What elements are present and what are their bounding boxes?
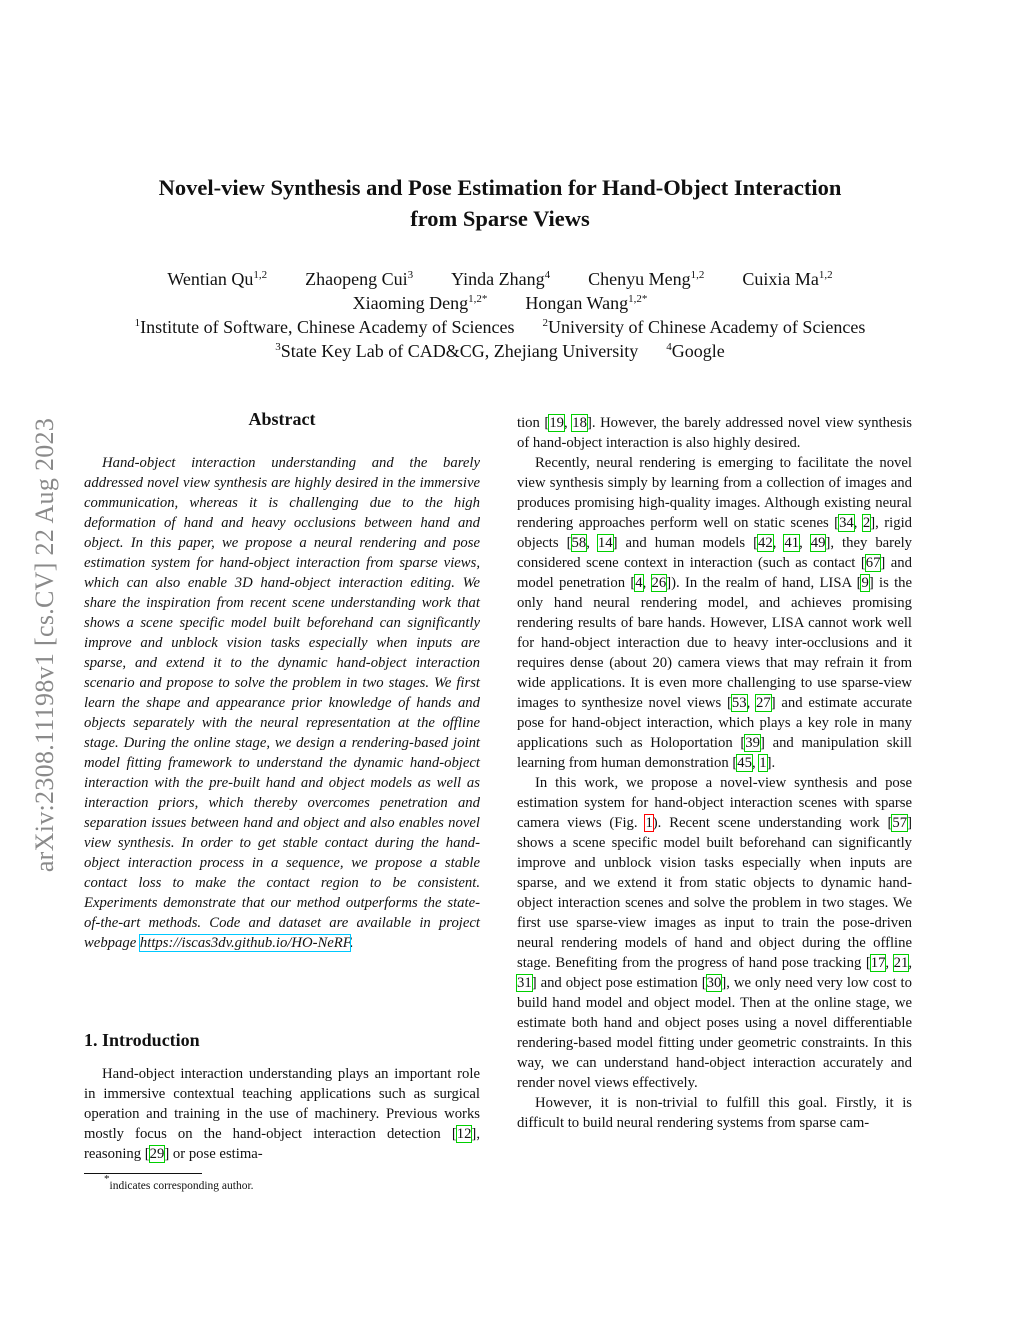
affiliation: Institute of Software, Chinese Academy of Sciences	[140, 317, 515, 337]
author-affiliation-mark: 1,2	[253, 269, 268, 281]
abstract-text: Hand-object interaction understanding and the barely addressed novel view synthesis are highly desired in the immersive communication, whereas it is challenging due to the high deformation of hand and heavy occlusions between hand and object. In this paper, we propose a neural rendering and pose estimation system for hand-object interaction from sparse views, which can also enable 3D hand-object interaction editing. We share the inspiration from recent scene understanding work that shows a scene specific model built beforehand can significantly improve and unblock vision tasks especially when inputs are sparse, and extend it to the dynamic hand-object interaction scenario and propose to solve the problem in two stages. We first learn the shape and appearance prior knowledge of hands and objects separately with the neural representation at the offline stage. During the online stage, we design a rendering-based joint model fitting framework to understand the dynamic hand-object interaction with the pre-built hand and object models as well as interaction priors, which thereby overcomes penetration and separation issues between hand and object and also enables novel view synthesis. In order to get stable contact during the hand-object interaction process in a sequence, we propose a stable contact loss to make the contact region to be consistent. Experiments demonstrate that our method outperforms the state-of-the-art methods. Code and dataset are available in project webpage	[84, 455, 480, 951]
author-name: Wentian Qu	[167, 269, 254, 289]
text: ] and object pose estimation [	[531, 975, 707, 991]
introduction-paragraph	[84, 1064, 480, 1164]
affiliation-row-1	[80, 315, 920, 339]
text: However, it is non-trivial to fulfill this goal. Firstly, it is difficult to build neural rendering systems from sparse cam-	[517, 1095, 912, 1131]
citation-link[interactable]: 67	[865, 555, 881, 571]
text: ].	[766, 755, 776, 771]
paragraph	[517, 1093, 912, 1133]
citation-link[interactable]: 57	[892, 815, 908, 831]
footnote-mark: *	[104, 1173, 110, 1185]
text: ). Recent scene understanding work [	[652, 815, 893, 831]
author-name: Xiaoming Deng	[352, 293, 469, 313]
right-column	[517, 413, 912, 1133]
text: ], we only need very low cost to build hand model and object model. Then at the online stage, we estimate both hand and object poses using a novel differentiable rendering-based model fitting under geometric constraints. In this way, we can understand hand-object interaction accurately and render novel views effectively.	[517, 975, 912, 1091]
citation-link[interactable]: 30	[706, 975, 722, 991]
citation-link[interactable]: 41	[784, 535, 800, 551]
author-row-2	[80, 291, 920, 315]
author-row-1	[80, 267, 920, 291]
affiliation: Google	[671, 341, 725, 361]
author-name: Yinda Zhang	[451, 269, 545, 289]
text: ], they barely considered scene context in interaction (such as contact [	[517, 535, 913, 571]
affiliation-mark: 4	[666, 341, 672, 353]
citation-link[interactable]: 18	[572, 415, 587, 431]
author-affiliation-mark: 4	[544, 269, 551, 281]
footnote-text: indicates corresponding author.	[109, 1180, 254, 1192]
citation-link[interactable]: 21	[893, 955, 909, 971]
project-webpage-link[interactable]: https://iscas3dv.github.io/HO-NeRF	[139, 935, 350, 951]
text: ] is the only hand neural rendering model, and achieves promising rendering results of bare hands. However, LISA cannot work well for hand-object interaction due to heavy inter-occlusions and it requires dense (about 20) camera views that may refrain it from wide applications. It is even more challenging to use sparse-view images to synthesize novel views [	[517, 575, 913, 711]
footnote-rule	[84, 1173, 202, 1174]
title-line-2: from Sparse Views	[410, 206, 590, 231]
affiliation: State Key Lab of CAD&CG, Zhejiang University	[280, 341, 639, 361]
affiliation-row-2	[80, 339, 920, 363]
citation-link[interactable]: 4	[635, 575, 643, 591]
affiliation-mark: 1	[134, 317, 141, 329]
affiliation: University of Chinese Academy of Sciences	[547, 317, 866, 337]
arxiv-id: arXiv:2308.11198v1 [cs.CV] 22 Aug 2023	[30, 417, 59, 873]
figure-reference-link[interactable]: 1	[645, 815, 653, 831]
citation-link[interactable]: 49	[810, 535, 826, 551]
paragraph: In this work, we propose a novel-view synthesis and pose estimation system for hand-object interaction scenes with sparse camera views (Fig. 1). Recent scene understanding work [57] shows a scene specific model built beforehand can significantly improve and unblock vision tasks especially when inputs are sparse, and we extend it from static objects to dynamic hand-object interaction scenes and solve the problem in two stages. We first use sparse-view images as input to train the pose-driven neural rendering models of hand and object during the offline stage. Benefiting from the progress of hand pose tracking [17, 21, 31] and object pose estimation [30], we only need very low cost to build hand model and object model. Then at the online stage, we estimate both hand and object poses using a novel differentiable rendering-based model fitting under geometric constraints. In this way, we can understand hand-object interaction accurately and render novel views effectively.	[517, 775, 912, 1091]
text: ] and human models [	[612, 535, 759, 551]
citation-link[interactable]: 34	[839, 515, 854, 531]
author-name: Hongan Wang	[525, 293, 629, 313]
abstract-body	[84, 453, 480, 953]
citation-link[interactable]: 2	[862, 515, 871, 531]
author-affiliation-mark: 1,2	[818, 269, 833, 281]
author-affiliation-mark: 1,2*	[468, 293, 488, 305]
text: ], rigid objects [	[517, 515, 912, 551]
text: ] and manipulation skill learning from human demonstration [	[517, 735, 913, 771]
text: Hand-object interaction understanding plays an important role in immersive contextual teaching applications such as surgical operation and training in the use of machinery. Previous works mostly focus on the hand-object interaction detection [	[84, 1066, 480, 1142]
citation-link[interactable]: 12	[456, 1126, 472, 1142]
citation-link[interactable]: 29	[149, 1146, 165, 1162]
author-affiliation-mark: 1,2*	[628, 293, 648, 305]
citation-link[interactable]: 14	[597, 535, 613, 551]
citation-link[interactable]: 27	[756, 695, 771, 711]
author-name: Chenyu Meng	[588, 269, 691, 289]
text: ], reasoning [	[84, 1126, 480, 1162]
citation-link[interactable]: 53	[731, 695, 747, 711]
author-block	[80, 267, 920, 363]
citation-link[interactable]: 26	[651, 575, 667, 591]
author-name: Cuixia Ma	[742, 269, 819, 289]
author-affiliation-mark: 3	[407, 269, 414, 281]
citation-link[interactable]: 39	[745, 735, 760, 751]
paragraph: Recently, neural rendering is emerging to facilitate the novel view synthesis simply by learning from a collection of images and produces promising high-quality images. Although existing neural rendering approaches perform well on static scenes [34, 2], rigid objects [58, 14] and human models [42, 41, 49], they barely considered scene context in interaction (such as contact [67] and model penetration [4, 26]). In the realm of hand, LISA [9] is the only hand neural rendering model, and achieves promising rendering results of bare hands. However, LISA cannot work well for hand-object interaction due to heavy inter-occlusions and it requires dense (about 20) camera views that may refrain it from wide applications. It is even more challenging to use sparse-view images to synthesize novel views [53, 27] and estimate accurate pose for hand-object interaction, which plays a key role in many applications such as Holoportation [39] and manipulation skill learning from human demonstration [45, 1].	[517, 455, 913, 771]
paragraph	[517, 413, 912, 453]
citation-link[interactable]: 9	[861, 575, 869, 591]
author-name: Zhaopeng Cui	[305, 269, 408, 289]
text: ] shows a scene specific model built beforehand can significantly improve and unblock vision tasks especially when inputs are sparse, and we extend it from static objects to dynamic hand-object interaction scenes and solve the problem in two stages. We first use sparse-view images as input to train the pose-driven neural rendering models of hand and object during the offline stage. Benefiting from the progress of hand pose tracking [	[517, 815, 912, 971]
abstract-end: .	[349, 935, 354, 951]
paper-title	[120, 172, 880, 234]
text: ]. However, the barely addressed novel view synthesis of hand-object interaction is also highly desired.	[517, 415, 912, 451]
text: Recently, neural rendering is emerging to facilitate the novel view synthesis simply by learning from a collection of images and produces promising high-quality images. Although existing neural rendering approaches perform well on static scenes [	[517, 455, 912, 531]
title-line-1: Novel-view Synthesis and Pose Estimation for Hand-Object Interaction	[158, 175, 842, 200]
text: ] or pose estima-	[164, 1146, 263, 1162]
citation-link[interactable]: 17	[870, 955, 886, 971]
affiliation-mark: 2	[542, 317, 548, 329]
affiliation-mark: 3	[275, 341, 281, 353]
section-heading-introduction: 1. Introduction	[84, 1030, 200, 1050]
citation-link[interactable]: 42	[758, 535, 773, 551]
citation-link[interactable]: 31	[517, 975, 532, 991]
citation-link[interactable]: 1	[759, 755, 767, 771]
citation-link[interactable]: 45	[737, 755, 752, 771]
text: ] and estimate accurate pose for hand-object interaction, which plays a key role in many applications such as Holoportation [	[517, 695, 912, 751]
author-affiliation-mark: 1,2	[690, 269, 705, 281]
text: ] and model penetration [	[517, 555, 912, 591]
footnote	[104, 1173, 254, 1193]
text: tion [	[517, 415, 550, 431]
text: ,	[564, 415, 573, 431]
text: ]). In the realm of hand, LISA [	[666, 575, 862, 591]
citation-link[interactable]: 58	[571, 535, 587, 551]
arxiv-sidebar-stamp	[30, 345, 60, 945]
abstract-heading: Abstract	[248, 409, 316, 429]
citation-link[interactable]: 19	[549, 415, 564, 431]
text: In this work, we propose a novel-view synthesis and pose estimation system for hand-object interaction scenes with sparse camera views (Fig.	[517, 775, 912, 831]
